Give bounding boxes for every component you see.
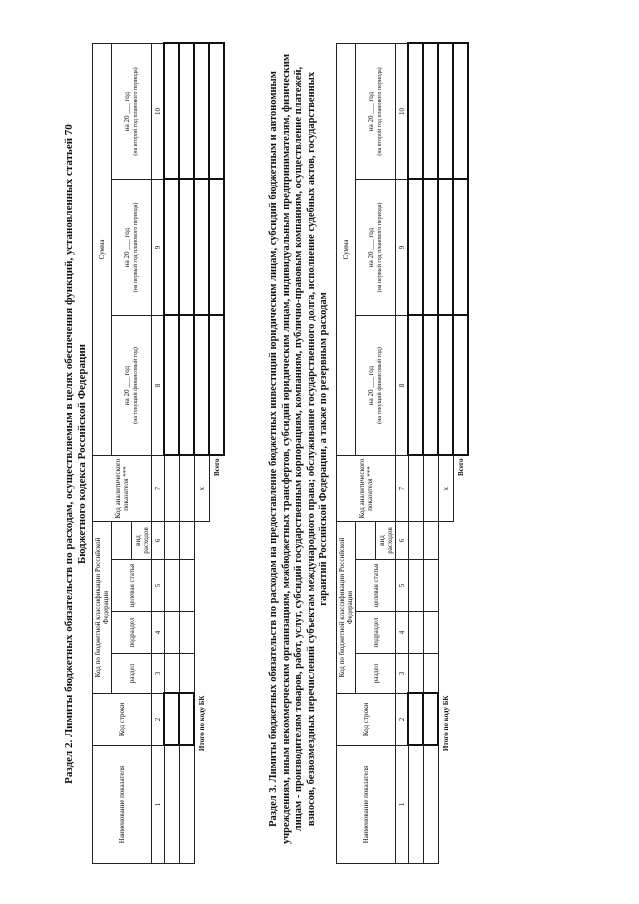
- table-row: [408, 43, 423, 863]
- section3-title-line: гарантий Российской Федерации, а также по резервным расходам: [318, 292, 329, 606]
- vsego-row: [453, 43, 468, 863]
- header-year2: [112, 179, 152, 315]
- header-vid-top: [356, 521, 376, 559]
- section3-title-line: лицам - производителям товаров, работ, услуг, субсидий государственным корпорациям, компаниям, публично-правовым компаниям, осуществление платежей,: [293, 66, 304, 832]
- col-num: 7: [152, 455, 165, 521]
- vsego-label: Всего: [212, 458, 221, 476]
- section3-title-line: учреждениям, иным некоммерческим организациям, межбюджетных трансфертов, субсидий юридическим лицам, индивидуальным предпринимателям, физическим: [280, 53, 292, 845]
- col-num: 9: [152, 179, 165, 315]
- col-num: 8: [396, 315, 409, 455]
- year2-label: на 20 ___ год: [123, 227, 131, 268]
- header-name: Наименование показателя: [93, 746, 152, 864]
- header-code: Код строки: [93, 694, 152, 746]
- col-num: 4: [152, 612, 165, 654]
- section2-title-line2: Бюджетного кодекса Российской Федерации: [76, 344, 88, 565]
- header-year1: [356, 315, 396, 455]
- x-mark: x: [194, 455, 209, 521]
- year2-sub: (на первый год планового периода): [377, 202, 383, 293]
- header-analytic: Код аналитического показателя ***: [337, 455, 396, 521]
- section3-title: [268, 34, 331, 864]
- col-num: 1: [396, 746, 409, 864]
- col-num: 6: [396, 521, 409, 559]
- section2-title-line1: Раздел 2. Лимиты бюджетных обязательств по расходам, осуществляемым в целях обеспечения функций, установленных статьей 70: [63, 124, 75, 784]
- year3-label: на 20 ___ год: [123, 91, 131, 132]
- year1-label: на 20 ___ год: [367, 365, 375, 406]
- year3-sub: (на второй год планового периода): [377, 67, 383, 156]
- col-num: 1: [152, 746, 165, 864]
- header-celevaya: целевая статья: [112, 560, 152, 612]
- year2-label: на 20 ___ год: [367, 227, 375, 268]
- section3-title-line: взносов, безвозмездных перечислений субъектам международного права; обслуживание государственного долга, исполнение судебных актов, государственных: [305, 71, 317, 827]
- itogo-label: Итого по коду БК: [442, 695, 450, 752]
- header-podrazdel: подраздел: [112, 612, 152, 654]
- table-row: [164, 43, 179, 863]
- vsego-label: Всего: [456, 458, 465, 476]
- col-num: 10: [396, 43, 409, 179]
- header-sum: Сумма: [93, 43, 112, 455]
- col-num: 8: [152, 315, 165, 455]
- col-num: 4: [396, 612, 409, 654]
- section2-table: [92, 42, 225, 864]
- header-vid: вид расходов: [376, 521, 396, 559]
- x-mark: x: [438, 455, 453, 521]
- col-num: 5: [396, 560, 409, 612]
- year3-sub: (на второй год планового периода): [133, 67, 139, 156]
- header-razdel: раздел: [112, 654, 152, 694]
- header-year3: [356, 43, 396, 179]
- header-bk-group: Код по бюджетной классификации Российской Федерации: [337, 521, 356, 693]
- year1-sub: (на текущий финансовый год): [377, 347, 383, 424]
- col-num: 3: [152, 654, 165, 694]
- itogo-row: [438, 43, 453, 863]
- header-year2: [356, 179, 396, 315]
- section3-title-line: Раздел 3. Лимиты бюджетных обязательств по расходам на предоставление бюджетных инвестиций юридическим лицам, субсидий бюджетным и автономным: [268, 71, 279, 827]
- header-year1: [112, 315, 152, 455]
- col-num: 9: [396, 179, 409, 315]
- vsego-row: [209, 43, 224, 863]
- header-name: Наименование показателя: [337, 746, 396, 864]
- header-code: Код строки: [337, 694, 396, 746]
- year2-sub: (на первый год планового периода): [133, 202, 139, 293]
- header-vid-top: [112, 521, 132, 559]
- header-celevaya: целевая статья: [356, 560, 396, 612]
- itogo-row: [194, 43, 209, 863]
- col-num: 7: [396, 455, 409, 521]
- table-row: [179, 43, 194, 863]
- header-razdel: раздел: [356, 654, 396, 694]
- header-podrazdel: подраздел: [356, 612, 396, 654]
- col-num: 6: [152, 521, 165, 559]
- section3-table: [336, 42, 469, 864]
- header-vid: вид расходов: [132, 521, 152, 559]
- table-row: [423, 43, 438, 863]
- year3-label: на 20 ___ год: [367, 91, 375, 132]
- header-bk-group: Код по бюджетной классификации Российской Федерации: [93, 521, 112, 693]
- col-num: 10: [152, 43, 165, 179]
- header-analytic: Код аналитического показателя ***: [93, 455, 152, 521]
- header-sum: Сумма: [337, 43, 356, 455]
- col-num: 2: [152, 694, 165, 746]
- header-year3: [112, 43, 152, 179]
- section2-title: [63, 64, 89, 844]
- year1-label: на 20 ___ год: [123, 365, 131, 406]
- col-num: 2: [396, 694, 409, 746]
- itogo-label: Итого по коду БК: [198, 695, 206, 752]
- col-num: 5: [152, 560, 165, 612]
- col-num: 3: [396, 654, 409, 694]
- year1-sub: (на текущий финансовый год): [133, 347, 139, 424]
